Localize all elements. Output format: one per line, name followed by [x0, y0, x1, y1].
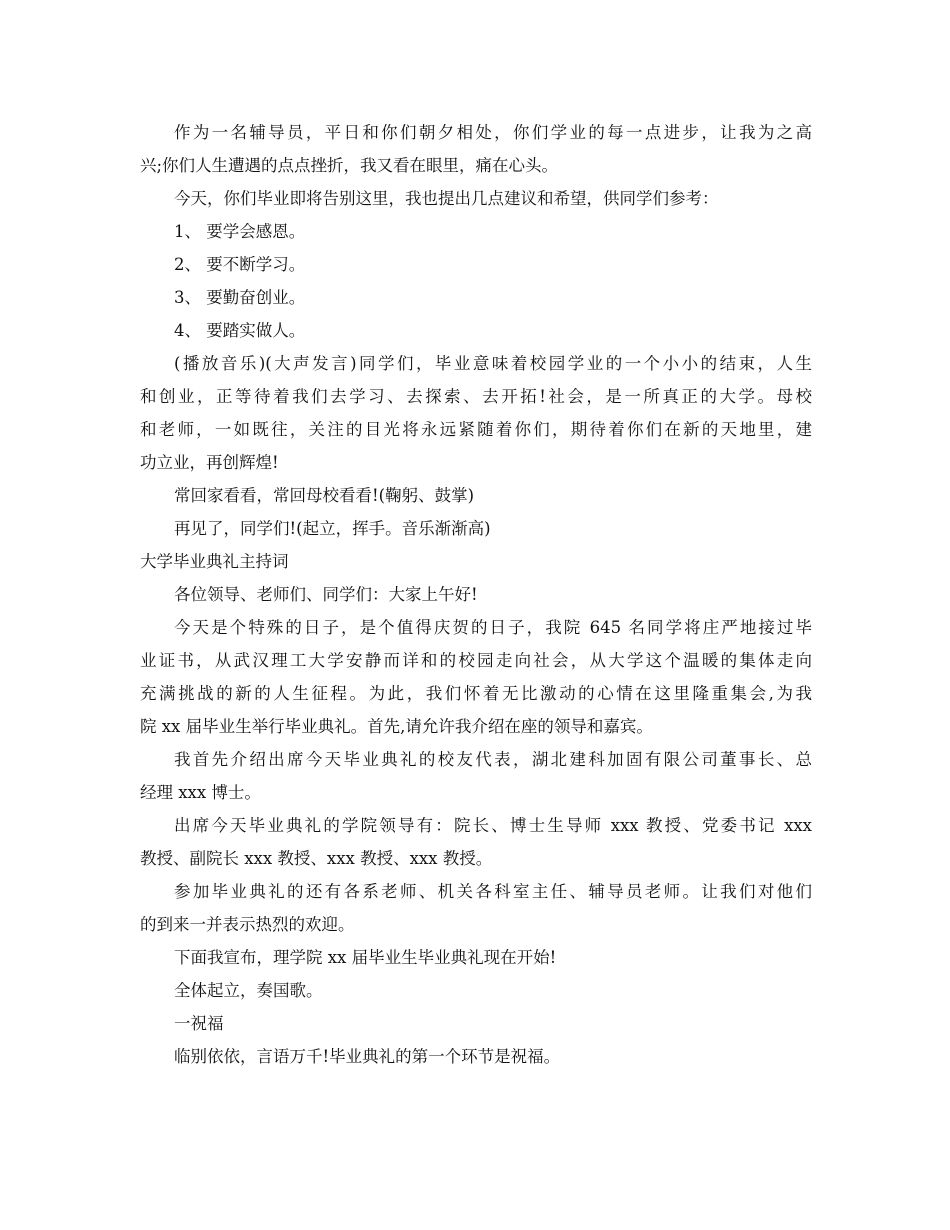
paragraph-line: 充满挑战的新的人生征程。为此，我们怀着无比激动的心情在这里隆重集会,为我 [140, 684, 812, 703]
paragraph-line: 的到来一并表示热烈的欢迎。 [140, 915, 355, 934]
paragraph-line: 教授、副院长 xxx 教授、xxx 教授、xxx 教授。 [140, 849, 493, 868]
paragraph-line: 出席今天毕业典礼的学院领导有：院长、博士生导师 xxx 教授、党委书记 xxx [174, 816, 812, 835]
paragraph-line: 和老师，一如既往，关注的目光将永远紧随着你们，期待着你们在新的天地里，建 [140, 420, 812, 439]
paragraph-line: 和创业，正等待着我们去学习、去探索、去开拓!社会，是一所真正的大学。母校 [140, 387, 812, 406]
paragraph-line: 再见了，同学们!(起立，挥手。音乐渐渐高) [174, 519, 491, 538]
paragraph-line: 常回家看看，常回母校看看!(鞠躬、鼓掌) [174, 486, 475, 505]
paragraph-line: 我首先介绍出席今天毕业典礼的校友代表，湖北建科加固有限公司董事长、总 [174, 750, 812, 769]
paragraph-line: 今天是个特殊的日子，是个值得庆贺的日子，我院 645 名同学将庄严地接过毕 [174, 618, 812, 637]
paragraph-line: 临别依依，言语万千!毕业典礼的第一个环节是祝福。 [174, 1047, 561, 1066]
paragraph-line: 各位领导、老师们、同学们：大家上午好! [174, 585, 478, 604]
section-title: 大学毕业典礼主持词 [140, 552, 289, 571]
paragraph-line: (播放音乐)(大声发言)同学们，毕业意味着校园学业的一个小小的结束，人生 [174, 354, 812, 373]
list-item: 1、 要学会感恩。 [174, 222, 306, 241]
subsection-title: 一祝福 [174, 1014, 224, 1033]
paragraph-line: 院 xx 届毕业生举行毕业典礼。首先,请允许我介绍在座的领导和嘉宾。 [140, 717, 653, 736]
document-page [140, 116, 812, 1073]
paragraph-line: 功立业，再创辉煌! [140, 453, 279, 472]
paragraph-line: 参加毕业典礼的还有各系老师、机关各科室主任、辅导员老师。让我们对他们 [174, 882, 812, 901]
list-item: 2、 要不断学习。 [174, 255, 306, 274]
paragraph-line: 作为一名辅导员，平日和你们朝夕相处，你们学业的每一点进步，让我为之高 [174, 123, 812, 142]
paragraph-line: 兴;你们人生遭遇的点点挫折，我又看在眼里，痛在心头。 [140, 156, 559, 175]
list-item: 3、 要勤奋创业。 [174, 288, 306, 307]
paragraph-line: 经理 xxx 博士。 [140, 783, 261, 802]
paragraph-line: 今天，你们毕业即将告别这里，我也提出几点建议和希望，供同学们参考： [174, 189, 719, 208]
paragraph-line: 下面我宣布，理学院 xx 届毕业生毕业典礼现在开始! [174, 948, 557, 967]
list-item: 4、 要踏实做人。 [174, 321, 306, 340]
paragraph-line: 业证书，从武汉理工大学安静而详和的校园走向社会，从大学这个温暖的集体走向 [140, 651, 812, 670]
paragraph-line: 全体起立，奏国歌。 [174, 981, 323, 1000]
